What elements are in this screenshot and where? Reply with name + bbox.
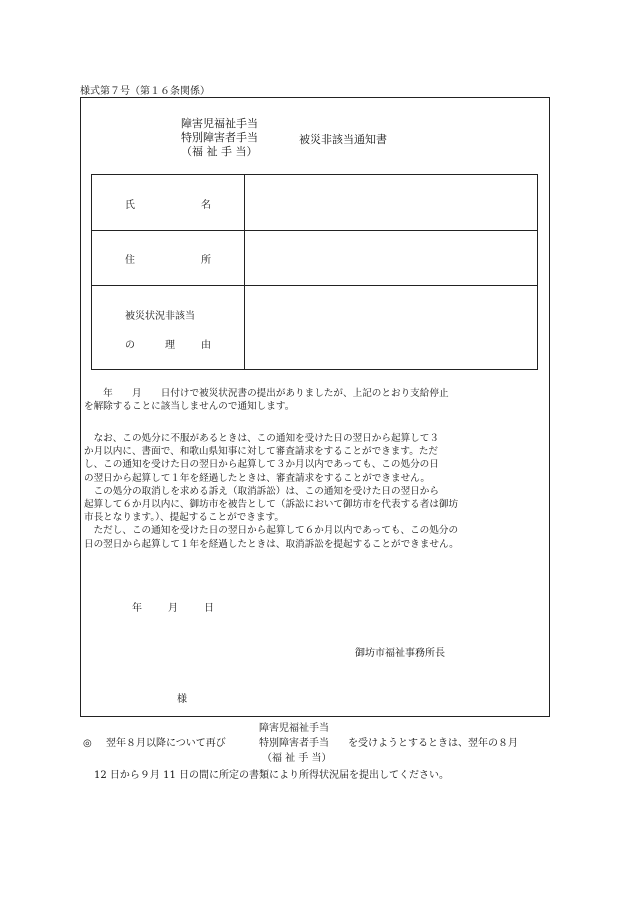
reason-label-line1: 被災状況非該当	[125, 311, 195, 322]
name-label-part1: 氏	[125, 200, 135, 211]
footnote-line2: 12 日から９月 11 日の間に所定の書類により所得状況届を提出してください。	[94, 770, 449, 781]
table-row-divider	[92, 285, 537, 286]
date-month: 月	[168, 603, 178, 614]
reason-label-line2-b: 理	[165, 340, 175, 351]
form-number: 様式第７号（第１６条関係）	[80, 86, 210, 97]
allowance-type-3: （福 祉 手 当）	[181, 145, 258, 158]
allowance-type-list	[181, 117, 258, 159]
table-row-divider	[92, 230, 537, 231]
text-line: 市長となります。）、提起することができます。	[84, 512, 284, 524]
footnote-prefix: 翌年８月以降について再び	[106, 738, 226, 749]
footnote-allowance-2: 特別障害者手当	[259, 738, 329, 749]
text-line: 起算して６か月以内に、御坊市を被告として（訴訟において御坊市を代表する者は御坊	[84, 499, 459, 511]
footnote-mark: ◎	[83, 738, 92, 749]
text-line: を解除することに該当しませんので通知します。	[84, 401, 295, 413]
address-label-part1: 住	[125, 255, 135, 266]
address-label-part2: 所	[201, 255, 211, 266]
text-line: の翌日から起算して１年を経過したときは、審査請求をすることができません。	[84, 472, 430, 484]
issuer-name: 御坊市福祉事務所長	[355, 648, 445, 659]
document-title: 被災非該当通知書	[299, 133, 387, 146]
text-line: か月以内に、書面で、和歌山県知事に対して審査請求をすることができます。ただ	[84, 446, 439, 458]
text-line: し、この通知を受けた日の翌日から起算して３か月以内であっても、この処分の日	[84, 459, 439, 471]
allowance-type-2: 特別障害者手当	[181, 131, 258, 144]
notice-paragraph-1	[84, 387, 546, 413]
addressee-suffix: 様	[177, 694, 187, 705]
date-year: 年	[132, 603, 142, 614]
text-line: 日の翌日から起算して１年を経過したときは、取消訴訟を提起することができません。	[84, 538, 459, 550]
text-line: この処分の取消しを求める訴え（取消訴訟）は、この通知を受けた日の翌日から	[84, 485, 439, 497]
footnote-suffix: を受けようとするときは、翌年の８月	[348, 738, 518, 749]
allowance-type-1: 障害児福祉手当	[181, 117, 258, 130]
footnote-allowance-1: 障害児福祉手当	[259, 723, 329, 734]
text-line: なお、この処分に不服があるときは、この通知を受けた日の翌日から起算して３	[84, 433, 439, 444]
recipient-table	[91, 174, 538, 370]
text-line: 年 月 日付けで被災状況書の提出がありましたが、上記のとおり支給停止	[84, 388, 449, 399]
notice-paragraph-2	[84, 432, 546, 551]
reason-label-line2-a: の	[125, 340, 135, 351]
table-column-divider	[244, 175, 245, 369]
date-day: 日	[204, 603, 214, 614]
reason-label-line2-c: 由	[201, 340, 211, 351]
text-line: ただし、この通知を受けた日の翌日から起算して６か月以内であっても、この処分の	[84, 525, 459, 537]
name-label-part2: 名	[201, 200, 211, 211]
footnote-allowance-3: （福 祉 手 当）	[262, 753, 332, 764]
